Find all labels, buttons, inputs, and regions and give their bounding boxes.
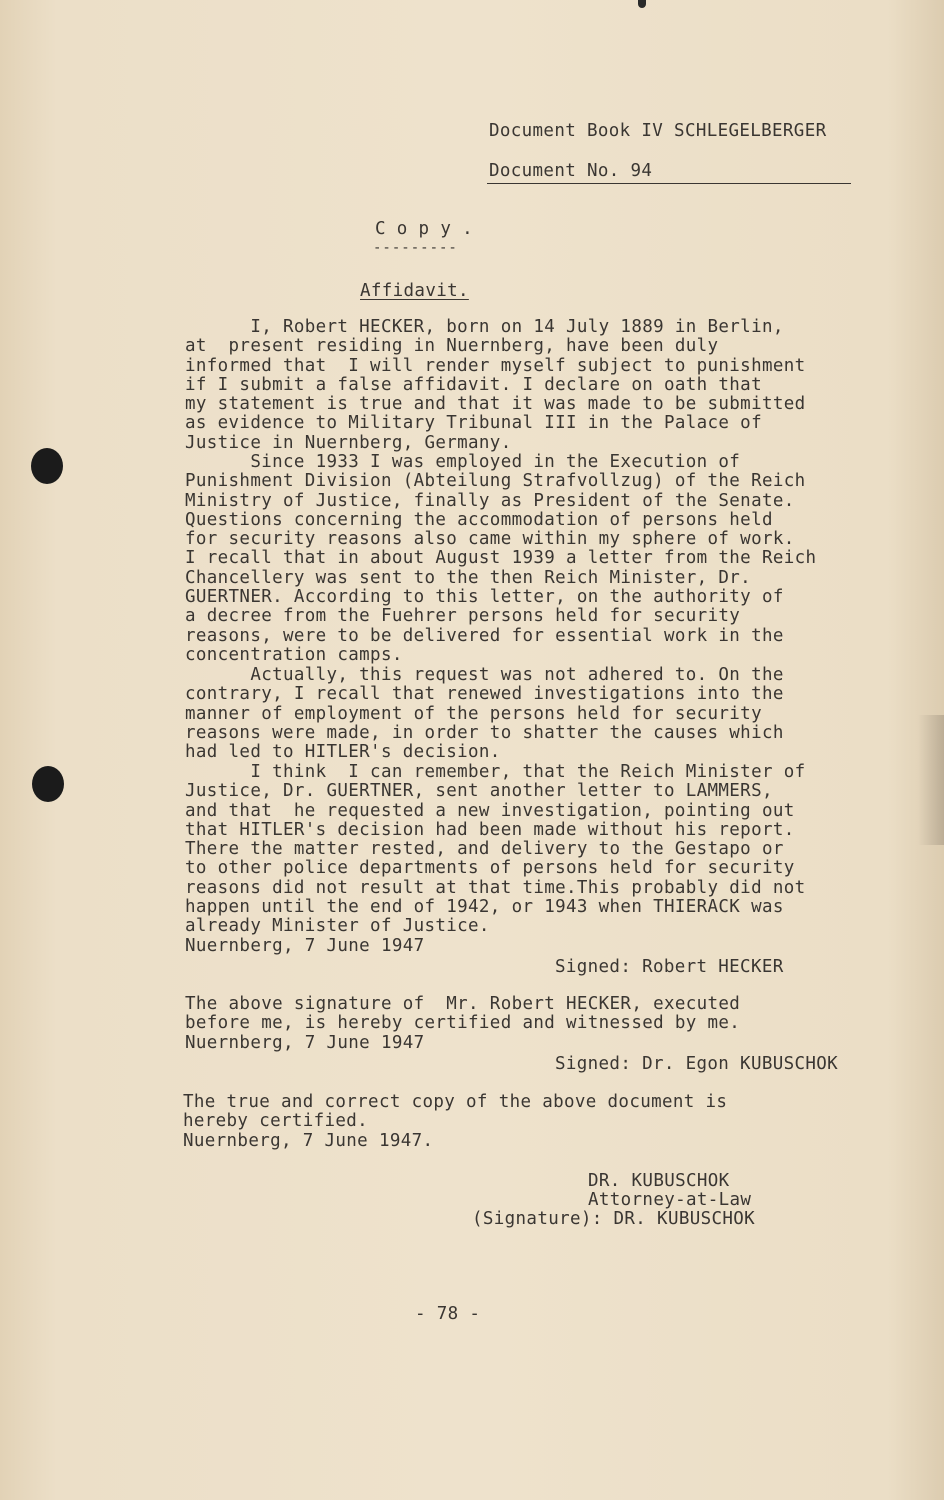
text-line: had led to HITLER's decision. (185, 742, 501, 763)
signed-kubuschok: Signed: Dr. Egon KUBUSCHOK (555, 1054, 839, 1074)
top-edge-mark (638, 0, 646, 8)
text-line: happen until the end of 1942, or 1943 when THIERACK was (185, 897, 784, 918)
copy-label: C o p y . (375, 219, 473, 239)
closing-title: Attorney-at-Law (588, 1190, 752, 1210)
text-line: Chancellery was sent to the then Reich Minister, Dr. (185, 567, 752, 588)
paragraph-4 (185, 763, 806, 956)
copy-label-rule: --------- (373, 240, 458, 256)
paragraph-1 (185, 318, 806, 453)
text-line: reasons, were to be delivered for essential work in the (185, 625, 784, 646)
text-line: Questions concerning the accommodation of persons held (185, 509, 773, 530)
paragraph-3 (185, 666, 784, 762)
document-number: Document No. 94 (489, 161, 653, 181)
text-line: Nuernberg, 7 June 1947 (185, 935, 425, 956)
page-edge-shadow (918, 715, 944, 845)
true-copy-block (183, 1093, 727, 1151)
text-line: Ministry of Justice, finally as President of the Senate. (185, 490, 795, 511)
signed-hecker: Signed: Robert HECKER (555, 957, 784, 977)
page-number: - 78 - (415, 1304, 481, 1324)
text-line: The above signature of Mr. Robert HECKER, executed (185, 994, 741, 1014)
text-line: concentration camps. (185, 644, 403, 665)
text-line: Since 1933 I was employed in the Execution of (185, 452, 741, 472)
text-line: as evidence to Military Tribunal III in the Palace of (185, 413, 762, 434)
text-line: at present residing in Nuernberg, have been duly (185, 336, 719, 357)
text-line: contrary, I recall that renewed investigations into the (185, 684, 784, 705)
punch-hole-upper (31, 448, 63, 484)
text-line: Justice in Nuernberg, Germany. (185, 432, 512, 453)
text-line: informed that I will render myself subject to punishment (185, 355, 806, 376)
text-line: reasons did not result at that time.This probably did not (185, 877, 806, 898)
text-line: a decree from the Fuehrer persons held for security (185, 606, 741, 627)
document-book-heading: Document Book IV SCHLEGELBERGER (489, 121, 827, 141)
text-line: Nuernberg, 7 June 1947. (183, 1130, 434, 1151)
text-line: already Minister of Justice. (185, 916, 490, 937)
text-line: before me, is hereby certified and witnessed by me. (185, 1013, 741, 1034)
text-line: I think I can remember, that the Reich Minister of (185, 762, 806, 782)
text-line: There the matter rested, and delivery to the Gestapo or (185, 839, 784, 860)
text-line: for security reasons also came within my sphere of work. (185, 529, 795, 550)
text-line: Punishment Division (Abteilung Strafvollzug) of the Reich (185, 471, 806, 492)
text-line: GUERTNER. According to this letter, on the authority of (185, 587, 784, 608)
text-line: and that he requested a new investigation, pointing out (185, 800, 795, 821)
text-line: Justice, Dr. GUERTNER, sent another letter to LAMMERS, (185, 781, 773, 802)
text-line: I, Robert HECKER, born on 14 July 1889 in Berlin, (185, 317, 784, 337)
text-line: hereby certified. (183, 1111, 369, 1132)
paragraph-2 (185, 453, 816, 665)
punch-hole-lower (32, 766, 64, 802)
text-line: I recall that in about August 1939 a letter from the Reich (185, 548, 817, 569)
text-line: Nuernberg, 7 June 1947 (185, 1032, 425, 1053)
text-line: my statement is true and that it was made to be submitted (185, 394, 806, 415)
text-line: reasons were made, in order to shatter the causes which (185, 722, 784, 743)
text-line: to other police departments of persons held for security (185, 858, 795, 879)
text-line: that HITLER's decision had been made without his report. (185, 819, 795, 840)
text-line: manner of employment of the persons held for security (185, 703, 762, 724)
closing-signature: (Signature): DR. KUBUSCHOK (472, 1209, 756, 1229)
text-line: Actually, this request was not adhered to. On the (185, 665, 784, 685)
closing-name: DR. KUBUSCHOK (588, 1171, 730, 1191)
certification-block (185, 995, 740, 1053)
text-line: if I submit a false affidavit. I declare on oath that (185, 374, 762, 395)
document-number-underline (487, 183, 851, 184)
affidavit-title: Affidavit. (360, 281, 469, 301)
text-line: The true and correct copy of the above document is (183, 1092, 728, 1112)
